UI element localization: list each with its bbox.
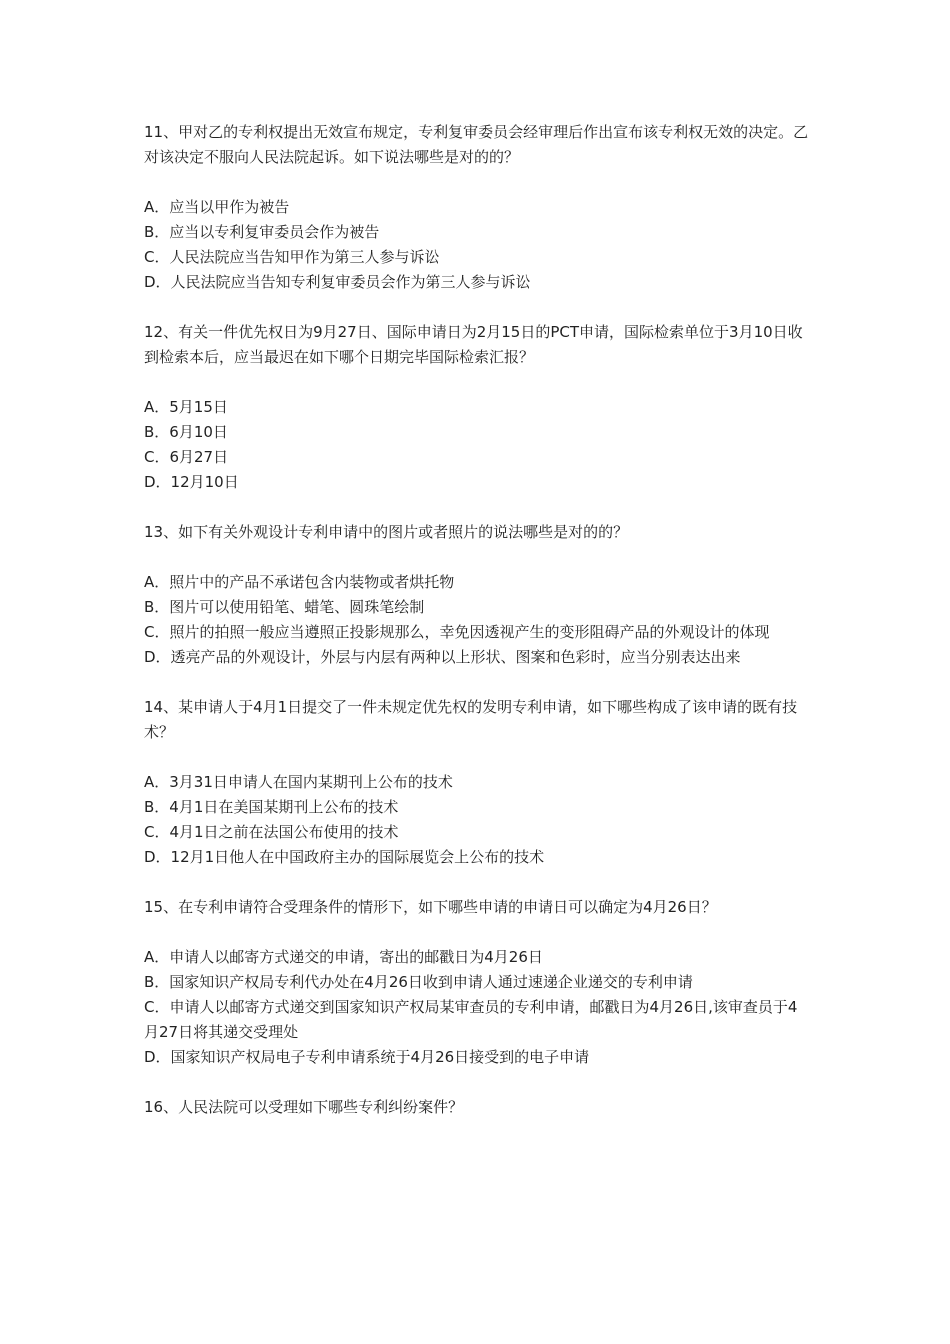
- question-text: 14、某申请人于4月1日提交了一件未规定优先权的发明专利申请，如下哪些构成了该申请的既有技术？: [144, 698, 798, 741]
- option-b: B．6月10日: [144, 423, 228, 441]
- option-d: D．12月10日: [144, 473, 239, 491]
- option-b: B．应当以专利复审委员会作为被告: [144, 223, 380, 241]
- option-c: C．照片的拍照一般应当遵照正投影规那么，幸免因透视产生的变形阻碍产品的外观设计的体现: [144, 623, 770, 641]
- question-16: [144, 1095, 812, 1120]
- option-c: C．申请人以邮寄方式递交到国家知识产权局某审查员的专利申请，邮戳日为4月26日,该审查员于4月27日将其递交受理处: [144, 998, 798, 1041]
- option-a: A．5月15日: [144, 398, 228, 416]
- option-d: D．透亮产品的外观设计，外层与内层有两种以上形状、图案和色彩时，应当分别表达出来: [144, 648, 741, 666]
- option-a: A．3月31日申请人在国内某期刊上公布的技术: [144, 773, 453, 791]
- question-text: 12、有关一件优先权日为9月27日、国际申请日为2月15日的PCT申请，国际检索单位于3月10日收到检索本后，应当最迟在如下哪个日期完毕国际检索汇报？: [144, 323, 803, 366]
- option-d: D．国家知识产权局电子专利申请系统于4月26日接受到的电子申请: [144, 1048, 590, 1066]
- option-c: C．人民法院应当告知甲作为第三人参与诉讼: [144, 248, 440, 266]
- option-d: D．人民法院应当告知专利复审委员会作为第三人参与诉讼: [144, 273, 531, 291]
- option-b: B．4月1日在美国某期刊上公布的技术: [144, 798, 399, 816]
- question-11: [144, 120, 812, 295]
- option-b: B．国家知识产权局专利代办处在4月26日收到申请人通过速递企业递交的专利申请: [144, 973, 693, 991]
- question-15: [144, 895, 812, 1070]
- option-c: C．4月1日之前在法国公布使用的技术: [144, 823, 399, 841]
- question-12: [144, 320, 812, 495]
- question-text: 15、在专利申请符合受理条件的情形下，如下哪些申请的申请日可以确定为4月26日？: [144, 898, 717, 916]
- question-text: 16、人民法院可以受理如下哪些专利纠纷案件？: [144, 1098, 464, 1116]
- option-d: D．12月1日他人在中国政府主办的国际展览会上公布的技术: [144, 848, 545, 866]
- question-14: [144, 695, 812, 870]
- option-c: C．6月27日: [144, 448, 229, 466]
- option-a: A．申请人以邮寄方式递交的申请，寄出的邮戳日为4月26日: [144, 948, 543, 966]
- option-b: B．图片可以使用铅笔、蜡笔、圆珠笔绘制: [144, 598, 425, 616]
- option-a: A．照片中的产品不承诺包含内装物或者烘托物: [144, 573, 455, 591]
- question-text: 11、甲对乙的专利权提出无效宣布规定，专利复审委员会经审理后作出宣布该专利权无效的决定。乙对该决定不服向人民法院起诉。如下说法哪些是对的的？: [144, 123, 809, 166]
- document-page: [144, 120, 812, 1145]
- question-13: [144, 520, 812, 670]
- question-text: 13、如下有关外观设计专利申请中的图片或者照片的说法哪些是对的的？: [144, 523, 629, 541]
- option-a: A．应当以甲作为被告: [144, 198, 290, 216]
